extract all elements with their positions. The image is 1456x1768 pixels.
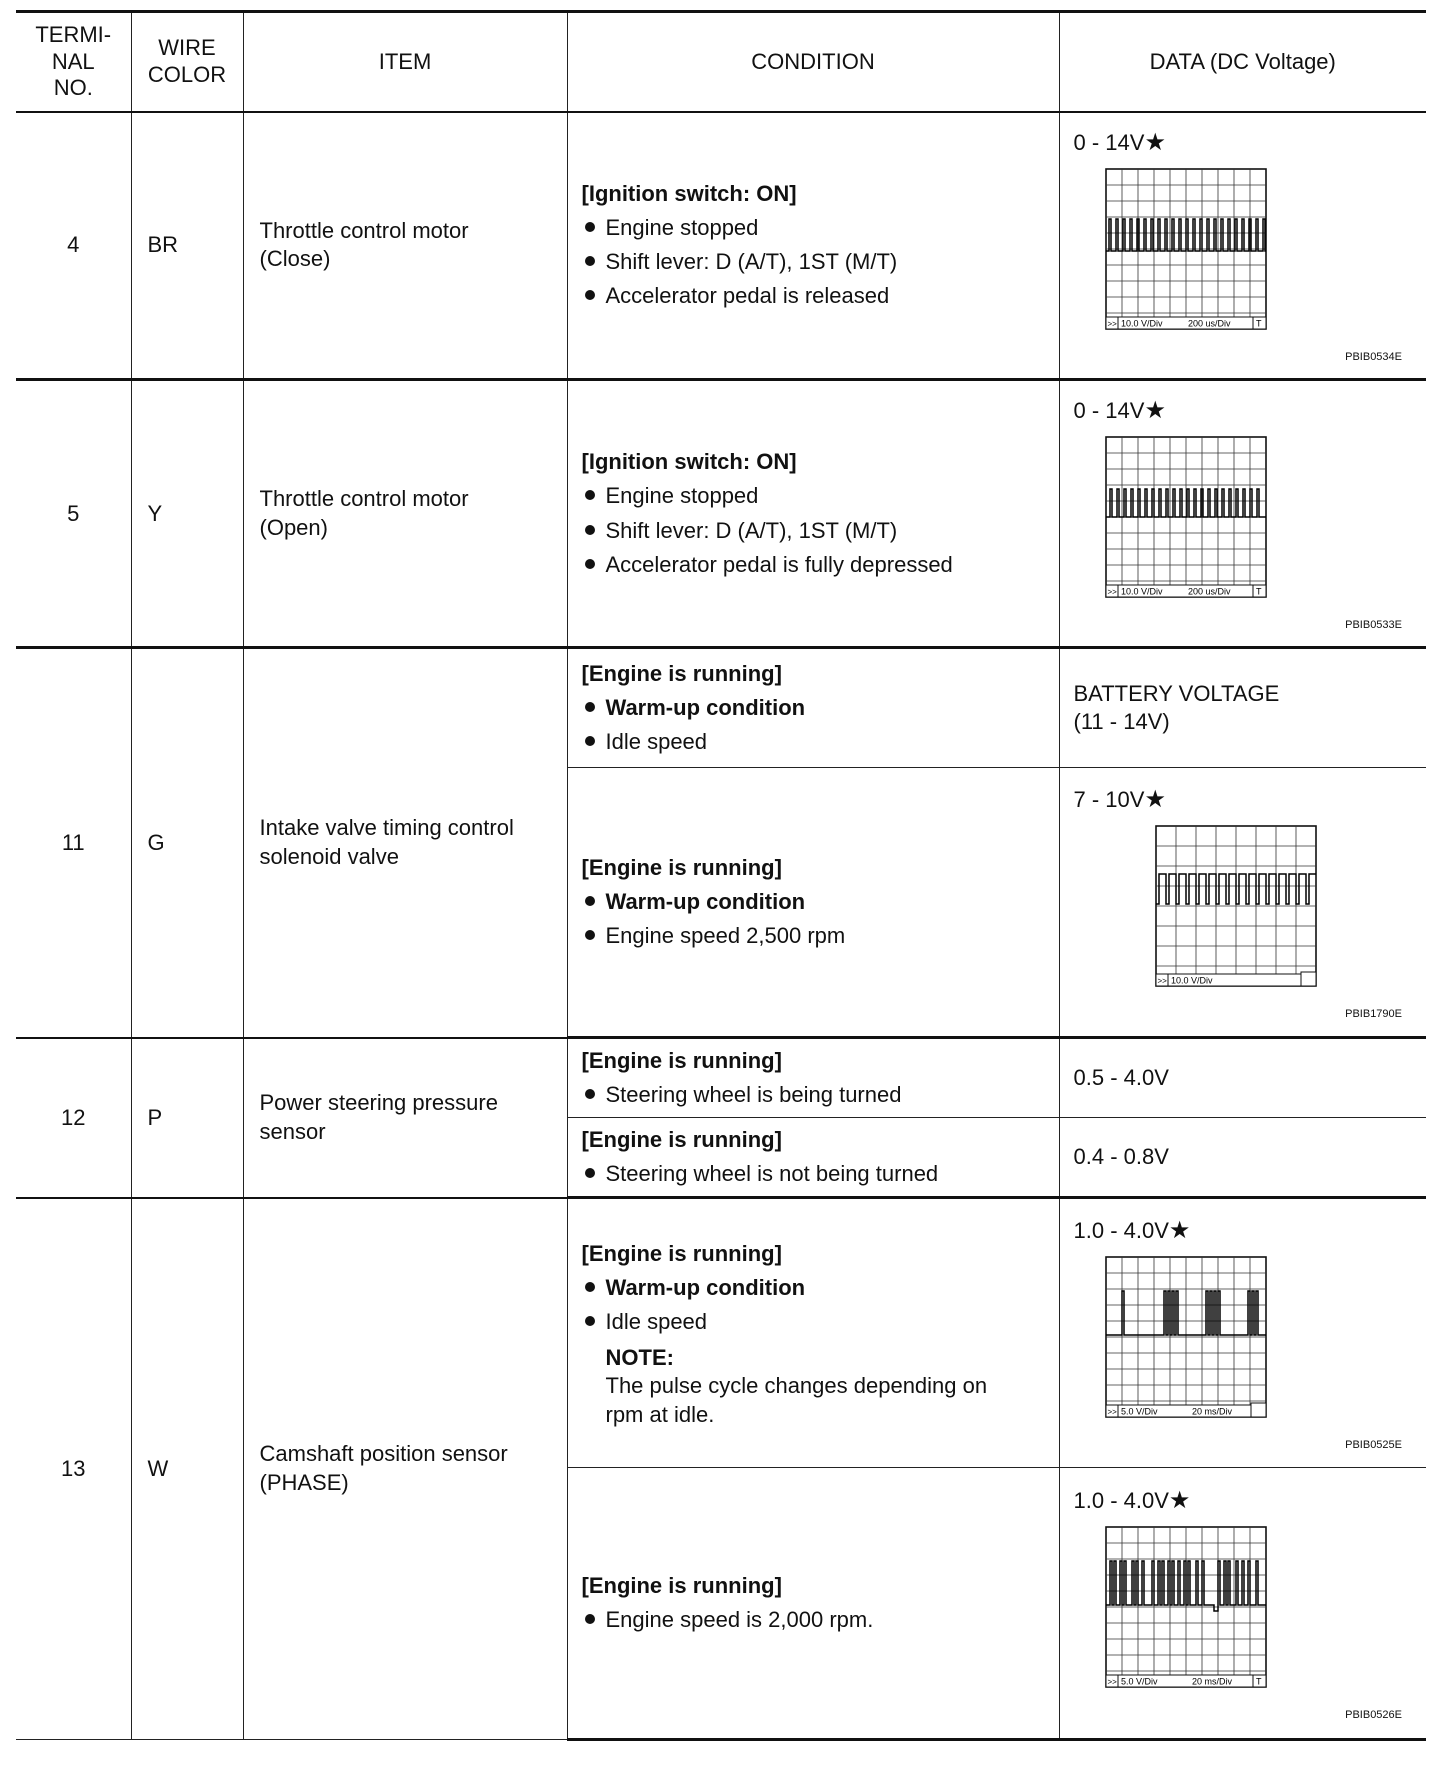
voltage-value: 0 - 14V★ bbox=[1073, 128, 1166, 156]
condition-bullet: Warm-up condition bbox=[582, 691, 1045, 725]
condition-bullet: Accelerator pedal is fully depressed bbox=[582, 548, 1045, 582]
note-text: The pulse cycle changes depending on rpm at idle. bbox=[605, 1373, 988, 1427]
scope-time-label: 20 ms/Div bbox=[1191, 1676, 1232, 1687]
note-block bbox=[582, 1344, 1045, 1430]
header-data: DATA (DC Voltage) bbox=[1059, 12, 1426, 112]
wire-color: G bbox=[131, 648, 243, 1038]
waveform-trace bbox=[1156, 874, 1316, 904]
header-condition: CONDITION bbox=[567, 12, 1059, 112]
table-row bbox=[16, 112, 1426, 380]
oscilloscope-figure bbox=[1074, 1519, 1413, 1705]
figure-id: PBIB0533E bbox=[1345, 619, 1402, 631]
item-name: Intake valve timing control solenoid valve bbox=[243, 648, 567, 1038]
voltage-value: BATTERY VOLTAGE (11 - 14V) bbox=[1073, 680, 1280, 735]
condition-bullet: Steering wheel is being turned bbox=[582, 1078, 1045, 1112]
wire-color: BR bbox=[131, 112, 243, 380]
terminal-number: 11 bbox=[16, 648, 131, 1038]
condition-bullet: Idle speed bbox=[582, 1305, 1045, 1339]
scope-trigger-label: T bbox=[1255, 1676, 1261, 1687]
scope-volt-label: 10.0 V/Div bbox=[1170, 975, 1213, 986]
condition-cell bbox=[567, 380, 1059, 648]
note-heading: NOTE: bbox=[605, 1344, 674, 1370]
star-icon: ★ bbox=[1144, 128, 1166, 156]
item-name: Power steering pressure sensor bbox=[243, 1038, 567, 1198]
condition-bullet: Shift lever: D (A/T), 1ST (M/T) bbox=[582, 245, 1045, 279]
figure-id: PBIB0525E bbox=[1345, 1438, 1402, 1451]
scope-trigger-label: T bbox=[1255, 586, 1261, 597]
wire-color: Y bbox=[131, 380, 243, 648]
oscilloscope-figure bbox=[1074, 429, 1413, 615]
condition-list bbox=[582, 885, 1045, 953]
condition-cell bbox=[567, 648, 1059, 768]
oscilloscope-graph bbox=[1074, 161, 1414, 341]
data-cell bbox=[1059, 1038, 1426, 1118]
data-cell bbox=[1059, 648, 1426, 768]
condition-list bbox=[582, 691, 1045, 759]
voltage-value: 1.0 - 4.0V★ bbox=[1073, 1486, 1191, 1514]
scope-volt-label: 10.0 V/Div bbox=[1120, 586, 1163, 597]
scope-time-label: 20 ms/Div bbox=[1191, 1406, 1232, 1417]
condition-heading: [Engine is running] bbox=[581, 855, 782, 881]
condition-heading: [Engine is running] bbox=[581, 661, 782, 686]
row-group-terminal-12 bbox=[16, 1038, 1426, 1198]
condition-bullet: Shift lever: D (A/T), 1ST (M/T) bbox=[582, 514, 1045, 548]
scope-arrow-label: >> bbox=[1107, 1407, 1117, 1417]
figure-id: PBIB1790E bbox=[1345, 1007, 1402, 1020]
condition-cell bbox=[567, 112, 1059, 380]
scope-trigger-label: T bbox=[1255, 318, 1261, 329]
header-item: ITEM bbox=[243, 12, 567, 112]
table-row bbox=[16, 1038, 1426, 1118]
item-name: Throttle control motor (Close) bbox=[243, 112, 567, 380]
row-group-terminal-13 bbox=[16, 1198, 1426, 1740]
item-name: Throttle control motor (Open) bbox=[243, 380, 567, 648]
data-cell bbox=[1059, 768, 1426, 1038]
condition-bullet: Engine speed is 2,000 rpm. bbox=[582, 1603, 1045, 1637]
header-terminal-no: TERMI- NAL NO. bbox=[16, 12, 131, 112]
data-cell bbox=[1059, 1198, 1426, 1468]
condition-cell bbox=[567, 768, 1059, 1038]
condition-heading: [Ignition switch: ON] bbox=[581, 449, 797, 475]
oscilloscope-figure bbox=[1074, 161, 1413, 347]
condition-bullet: Engine speed 2,500 rpm bbox=[582, 919, 1045, 953]
condition-list bbox=[582, 1157, 1045, 1191]
terminal-number: 5 bbox=[16, 380, 131, 648]
oscilloscope-graph bbox=[1074, 818, 1414, 998]
row-group-terminal-5 bbox=[16, 380, 1426, 648]
data-cell bbox=[1059, 1118, 1426, 1198]
condition-cell bbox=[567, 1198, 1059, 1468]
scope-arrow-label: >> bbox=[1107, 319, 1117, 329]
voltage-value: 1.0 - 4.0V★ bbox=[1073, 1216, 1191, 1244]
condition-bullet: Steering wheel is not being turned bbox=[582, 1157, 1045, 1191]
oscilloscope-figure bbox=[1074, 818, 1413, 1004]
scope-arrow-label: >> bbox=[1157, 976, 1167, 986]
data-cell bbox=[1059, 380, 1426, 648]
condition-bullet: Engine stopped bbox=[582, 211, 1045, 245]
terminal-data-table-page bbox=[16, 10, 1426, 1741]
condition-list bbox=[582, 1078, 1045, 1112]
condition-bullet: Warm-up condition bbox=[582, 885, 1045, 919]
data-cell bbox=[1059, 112, 1426, 380]
condition-bullet: Warm-up condition bbox=[582, 1271, 1045, 1305]
condition-list bbox=[582, 479, 1045, 581]
condition-heading: [Ignition switch: ON] bbox=[581, 181, 797, 207]
figure-id: PBIB0526E bbox=[1345, 1708, 1402, 1721]
oscilloscope-figure bbox=[1074, 1249, 1413, 1435]
condition-list bbox=[582, 211, 1045, 313]
voltage-value: 7 - 10V★ bbox=[1073, 785, 1166, 813]
condition-heading: [Engine is running] bbox=[581, 1127, 782, 1153]
condition-heading: [Engine is running] bbox=[581, 1573, 782, 1599]
terminal-number: 13 bbox=[16, 1198, 131, 1740]
condition-bullet: Engine stopped bbox=[582, 479, 1045, 513]
wire-color: W bbox=[131, 1198, 243, 1740]
condition-bullet: Accelerator pedal is released bbox=[582, 279, 1045, 313]
condition-list bbox=[582, 1603, 1045, 1637]
scope-time-label: 200 us/Div bbox=[1187, 318, 1231, 329]
star-icon: ★ bbox=[1144, 397, 1166, 424]
table-row bbox=[16, 648, 1426, 768]
scope-volt-label: 10.0 V/Div bbox=[1120, 318, 1163, 329]
scope-time-label: 200 us/Div bbox=[1187, 586, 1231, 597]
condition-cell bbox=[567, 1038, 1059, 1118]
item-name: Camshaft position sensor (PHASE) bbox=[243, 1198, 567, 1740]
terminal-number: 12 bbox=[16, 1038, 131, 1198]
data-cell bbox=[1059, 1468, 1426, 1740]
row-group-terminal-11 bbox=[16, 648, 1426, 1038]
scope-volt-label: 5.0 V/Div bbox=[1120, 1676, 1158, 1687]
voltage-value: 0.4 - 0.8V bbox=[1073, 1143, 1169, 1169]
table-row bbox=[16, 380, 1426, 648]
wire-color: P bbox=[131, 1038, 243, 1198]
star-icon: ★ bbox=[1168, 1216, 1191, 1244]
star-icon: ★ bbox=[1168, 1486, 1191, 1514]
oscilloscope-graph bbox=[1074, 1519, 1414, 1699]
condition-list bbox=[582, 1271, 1045, 1339]
condition-cell bbox=[567, 1118, 1059, 1198]
condition-heading: [Engine is running] bbox=[581, 1048, 782, 1074]
condition-heading: [Engine is running] bbox=[581, 1241, 782, 1267]
voltage-value: 0.5 - 4.0V bbox=[1073, 1064, 1169, 1090]
table-row bbox=[16, 1198, 1426, 1468]
condition-bullet: Idle speed bbox=[582, 725, 1045, 759]
row-group-terminal-4 bbox=[16, 112, 1426, 380]
ecm-terminal-table bbox=[16, 10, 1426, 1741]
oscilloscope-graph bbox=[1074, 429, 1414, 609]
terminal-number: 4 bbox=[16, 112, 131, 380]
figure-id: PBIB0534E bbox=[1345, 350, 1402, 363]
scope-volt-label: 5.0 V/Div bbox=[1120, 1406, 1158, 1417]
header-wire-color: WIRE COLOR bbox=[131, 12, 243, 112]
scope-arrow-label: >> bbox=[1107, 587, 1117, 597]
scope-arrow-label: >> bbox=[1107, 1677, 1117, 1687]
star-icon: ★ bbox=[1144, 785, 1166, 813]
condition-cell bbox=[567, 1468, 1059, 1740]
oscilloscope-graph bbox=[1074, 1249, 1414, 1429]
waveform-trace bbox=[1106, 219, 1266, 251]
waveform-trace bbox=[1106, 1561, 1266, 1611]
voltage-value: 0 - 14V★ bbox=[1073, 397, 1166, 424]
